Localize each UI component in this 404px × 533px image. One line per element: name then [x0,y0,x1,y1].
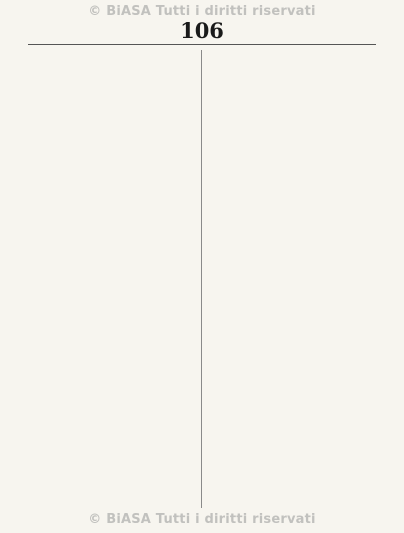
watermark-top: © BiASA Tutti i diritti riservati [88,4,316,19]
header-rule [28,44,376,45]
page-number: 106 [180,18,224,43]
column-divider [201,50,202,508]
watermark-bottom: © BiASA Tutti i diritti riservati [88,512,316,527]
